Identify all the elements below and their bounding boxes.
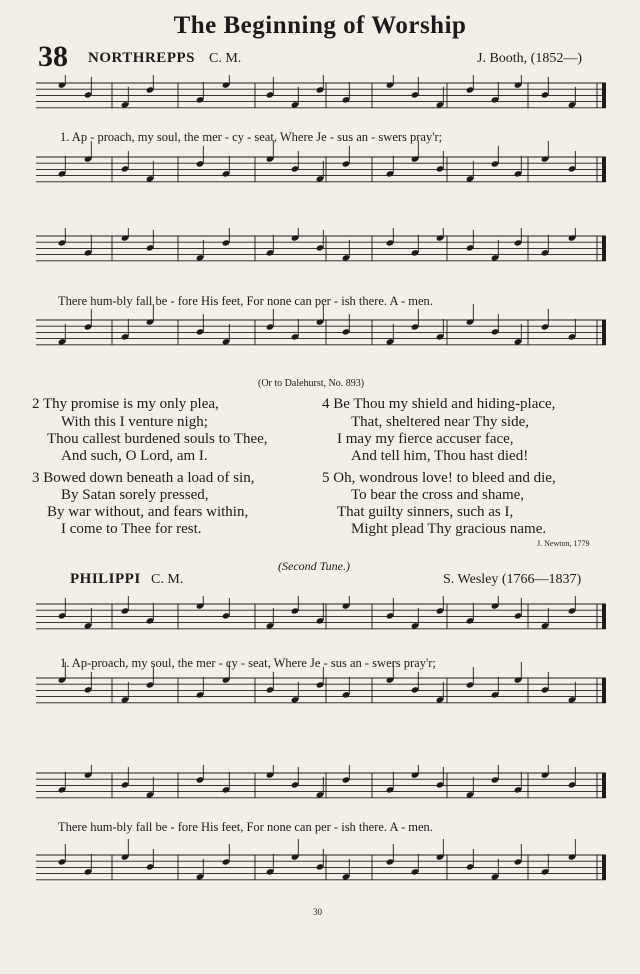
page-number: 30 [313, 907, 322, 917]
tune2-name: PHILIPPI [70, 571, 141, 587]
verse4-line4: And tell him, Thou hast died! [351, 448, 529, 464]
verse5-line1: 5 Oh, wondrous love! to bleed and die, [322, 470, 556, 486]
verse4-line3: I may my fierce accuser face, [337, 431, 514, 447]
tune1-lyric-line2: There hum-bly fall be - fore His feet, For none can per - ish there. A - men. [58, 294, 433, 308]
verse3-line3: By war without, and fears within, [47, 504, 249, 520]
verse5-line4: Might plead Thy gracious name. [351, 521, 547, 537]
verse5-line2: To bear the cross and shame, [351, 487, 525, 503]
verse3-line1: 3 Bowed down beneath a load of sin, [32, 470, 255, 486]
verse4-line2: That, sheltered near Thy side, [351, 414, 529, 430]
verse2-line3: Thou callest burdened souls to Thee, [47, 431, 268, 447]
verse2-line1: 2 Thy promise is my only plea, [32, 396, 219, 412]
tune2-system2-staves [0, 765, 640, 905]
verse3-line2: By Satan sorely pressed, [61, 487, 209, 503]
verse2-line4: And such, O Lord, am I. [61, 448, 208, 464]
alt-tune-note: (Or to Dalehurst, No. 893) [258, 378, 365, 389]
second-tune-label: (Second Tune.) [278, 559, 350, 573]
verse4-line1: 4 Be Thou my shield and hiding-place, [322, 396, 556, 412]
section-title: The Beginning of Worship [173, 12, 467, 39]
verse-author: J. Newton, 1779 [537, 539, 590, 548]
hymn-number: 38 [38, 40, 68, 73]
tune2-composer: S. Wesley (1766—1837) [443, 572, 582, 587]
tune2-lyric-line2: There hum-bly fall be - fore His feet, For none can per - ish there. A - men. [58, 820, 433, 834]
tune1-composer: J. Booth, (1852—) [477, 51, 582, 66]
tune2-lyric-line1: 1. Ap-proach, my soul, the mer - cy - seat, Where Je - sus an - swers pray'r; [60, 656, 436, 670]
verse2-line2: With this I venture nigh; [61, 414, 208, 430]
verse3-line4: I come to Thee for rest. [61, 521, 202, 537]
tune2-meter: C. M. [151, 572, 184, 587]
tune1-name: NORTHREPPS [88, 50, 195, 66]
tune1-meter: C. M. [209, 51, 242, 66]
tune1-lyric-line1: 1. Ap - proach, my soul, the mer - cy - seat, Where Je - sus an - swers pray'r; [60, 130, 443, 144]
verse5-line3: That guilty sinners, such as I, [337, 504, 514, 520]
